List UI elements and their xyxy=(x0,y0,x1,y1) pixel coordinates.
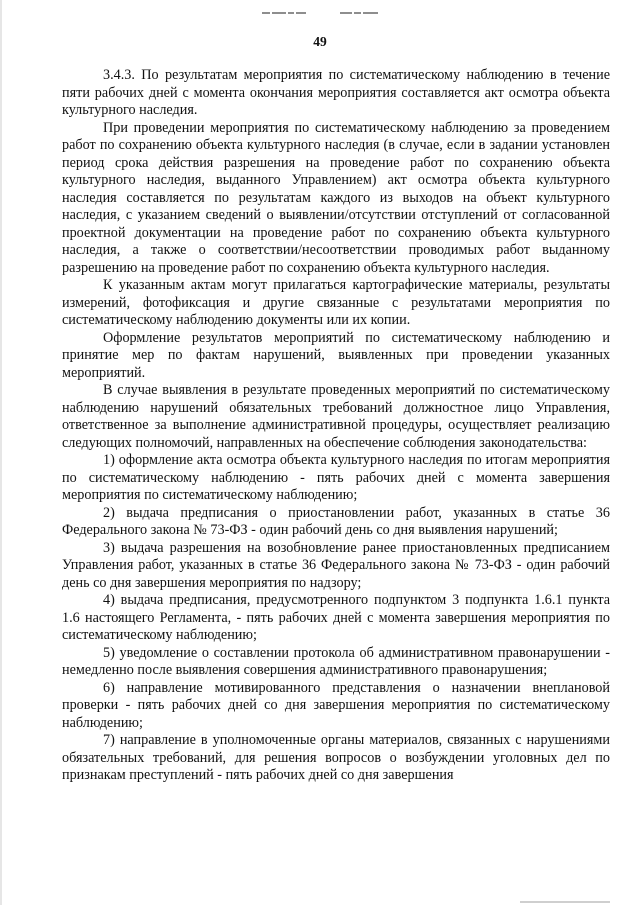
paragraph-attachments: К указанным актам могут прилагаться картографические материалы, результаты измерений, фотофиксация и другие связанные с результатами мероприятия по систематическому наблюдению документы или их копии. xyxy=(62,277,610,328)
list-item: 1) оформление акта осмотра объекта культурного наследия по итогам мероприятия по систематическому наблюдению - пять рабочих дней с момента завершения мероприятия по систематическому наблюдению; xyxy=(62,452,610,503)
paragraph-results-heading: Оформление результатов мероприятий по систематическому наблюдению и принятие мер по фактам нарушений, выявленных при проведении указанных мероприятий. xyxy=(62,329,610,381)
list-item: 3) выдача разрешения на возобновление ранее приостановленных предписанием Управления работ, указанных в статье 36 Федерального закона № 73-ФЗ - один рабочий день со дня завершения мероприятия по надзору; xyxy=(62,539,610,591)
scan-edge-shadow xyxy=(0,0,2,905)
paragraph-violations: В случае выявления в результате проведенных мероприятий по систематическому наблюдению нарушений обязательных требований должностное лицо Управления, ответственное за выполнение административной процедуры, осуществляет реализацию следующих полномочий, направленных на обеспечение соблюдения законодательства: xyxy=(62,382,610,451)
scan-artifact-left xyxy=(262,4,314,11)
scan-artifact-bottom xyxy=(520,901,610,903)
list-item: 2) выдача предписания о приостановлении работ, указанных в статье 36 Федерального закона № 73-ФЗ - один рабочий день со дня выявления нарушений; xyxy=(62,504,610,538)
document-body xyxy=(62,67,610,785)
page-number: 49 xyxy=(313,34,327,49)
paragraph-3-4-3: 3.4.3. По результатам мероприятия по систематическому наблюдению в течение пяти рабочих дней с момента окончания мероприятия составляется акт осмотра объекта культурного наследия. xyxy=(62,67,610,118)
paragraph-inspection-act: При проведении мероприятия по систематическому наблюдению за проведением работ по сохранению объекта культурного наследия (в случае, если в задании установлен период срока действия разрешения на проведение работ по сохранению объекта культурного наследия, выданного Управлением) акт осмотра объекта культурного наследия составляется по результатам каждого из выходов на объект культурного наследия, с указанием сведений о выявлении/отсутствии отступлений от согласованной проектной документации на проведение работ по сохранению объекта культурного наследия, а также о соответствии/несоответствии проводимых работ выданному разрешению на проведение работ по сохранению объекта культурного наследия. xyxy=(62,119,610,276)
list-item: 7) направление в уполномоченные органы материалов, связанных с нарушениями обязательных требований, для решения вопросов о возбуждении уголовных дел по признакам преступлений - пять рабочих дней со дня завершения xyxy=(62,732,610,783)
scan-artifact-right xyxy=(340,4,386,11)
list-item: 5) уведомление о составлении протокола об административном правонарушении - немедленно после выявления совершения административного правонарушения; xyxy=(62,644,610,678)
list-item: 6) направление мотивированного представления о назначении внеплановой проверки - пять рабочих дней со дня завершения мероприятия по систематическому наблюдению; xyxy=(62,679,610,731)
list-item: 4) выдача предписания, предусмотренного подпунктом 3 подпункта 1.6.1 пункта 1.6 настоящего Регламента, - пять рабочих дней с момента завершения мероприятия по систематическому наблюдению; xyxy=(62,592,610,643)
